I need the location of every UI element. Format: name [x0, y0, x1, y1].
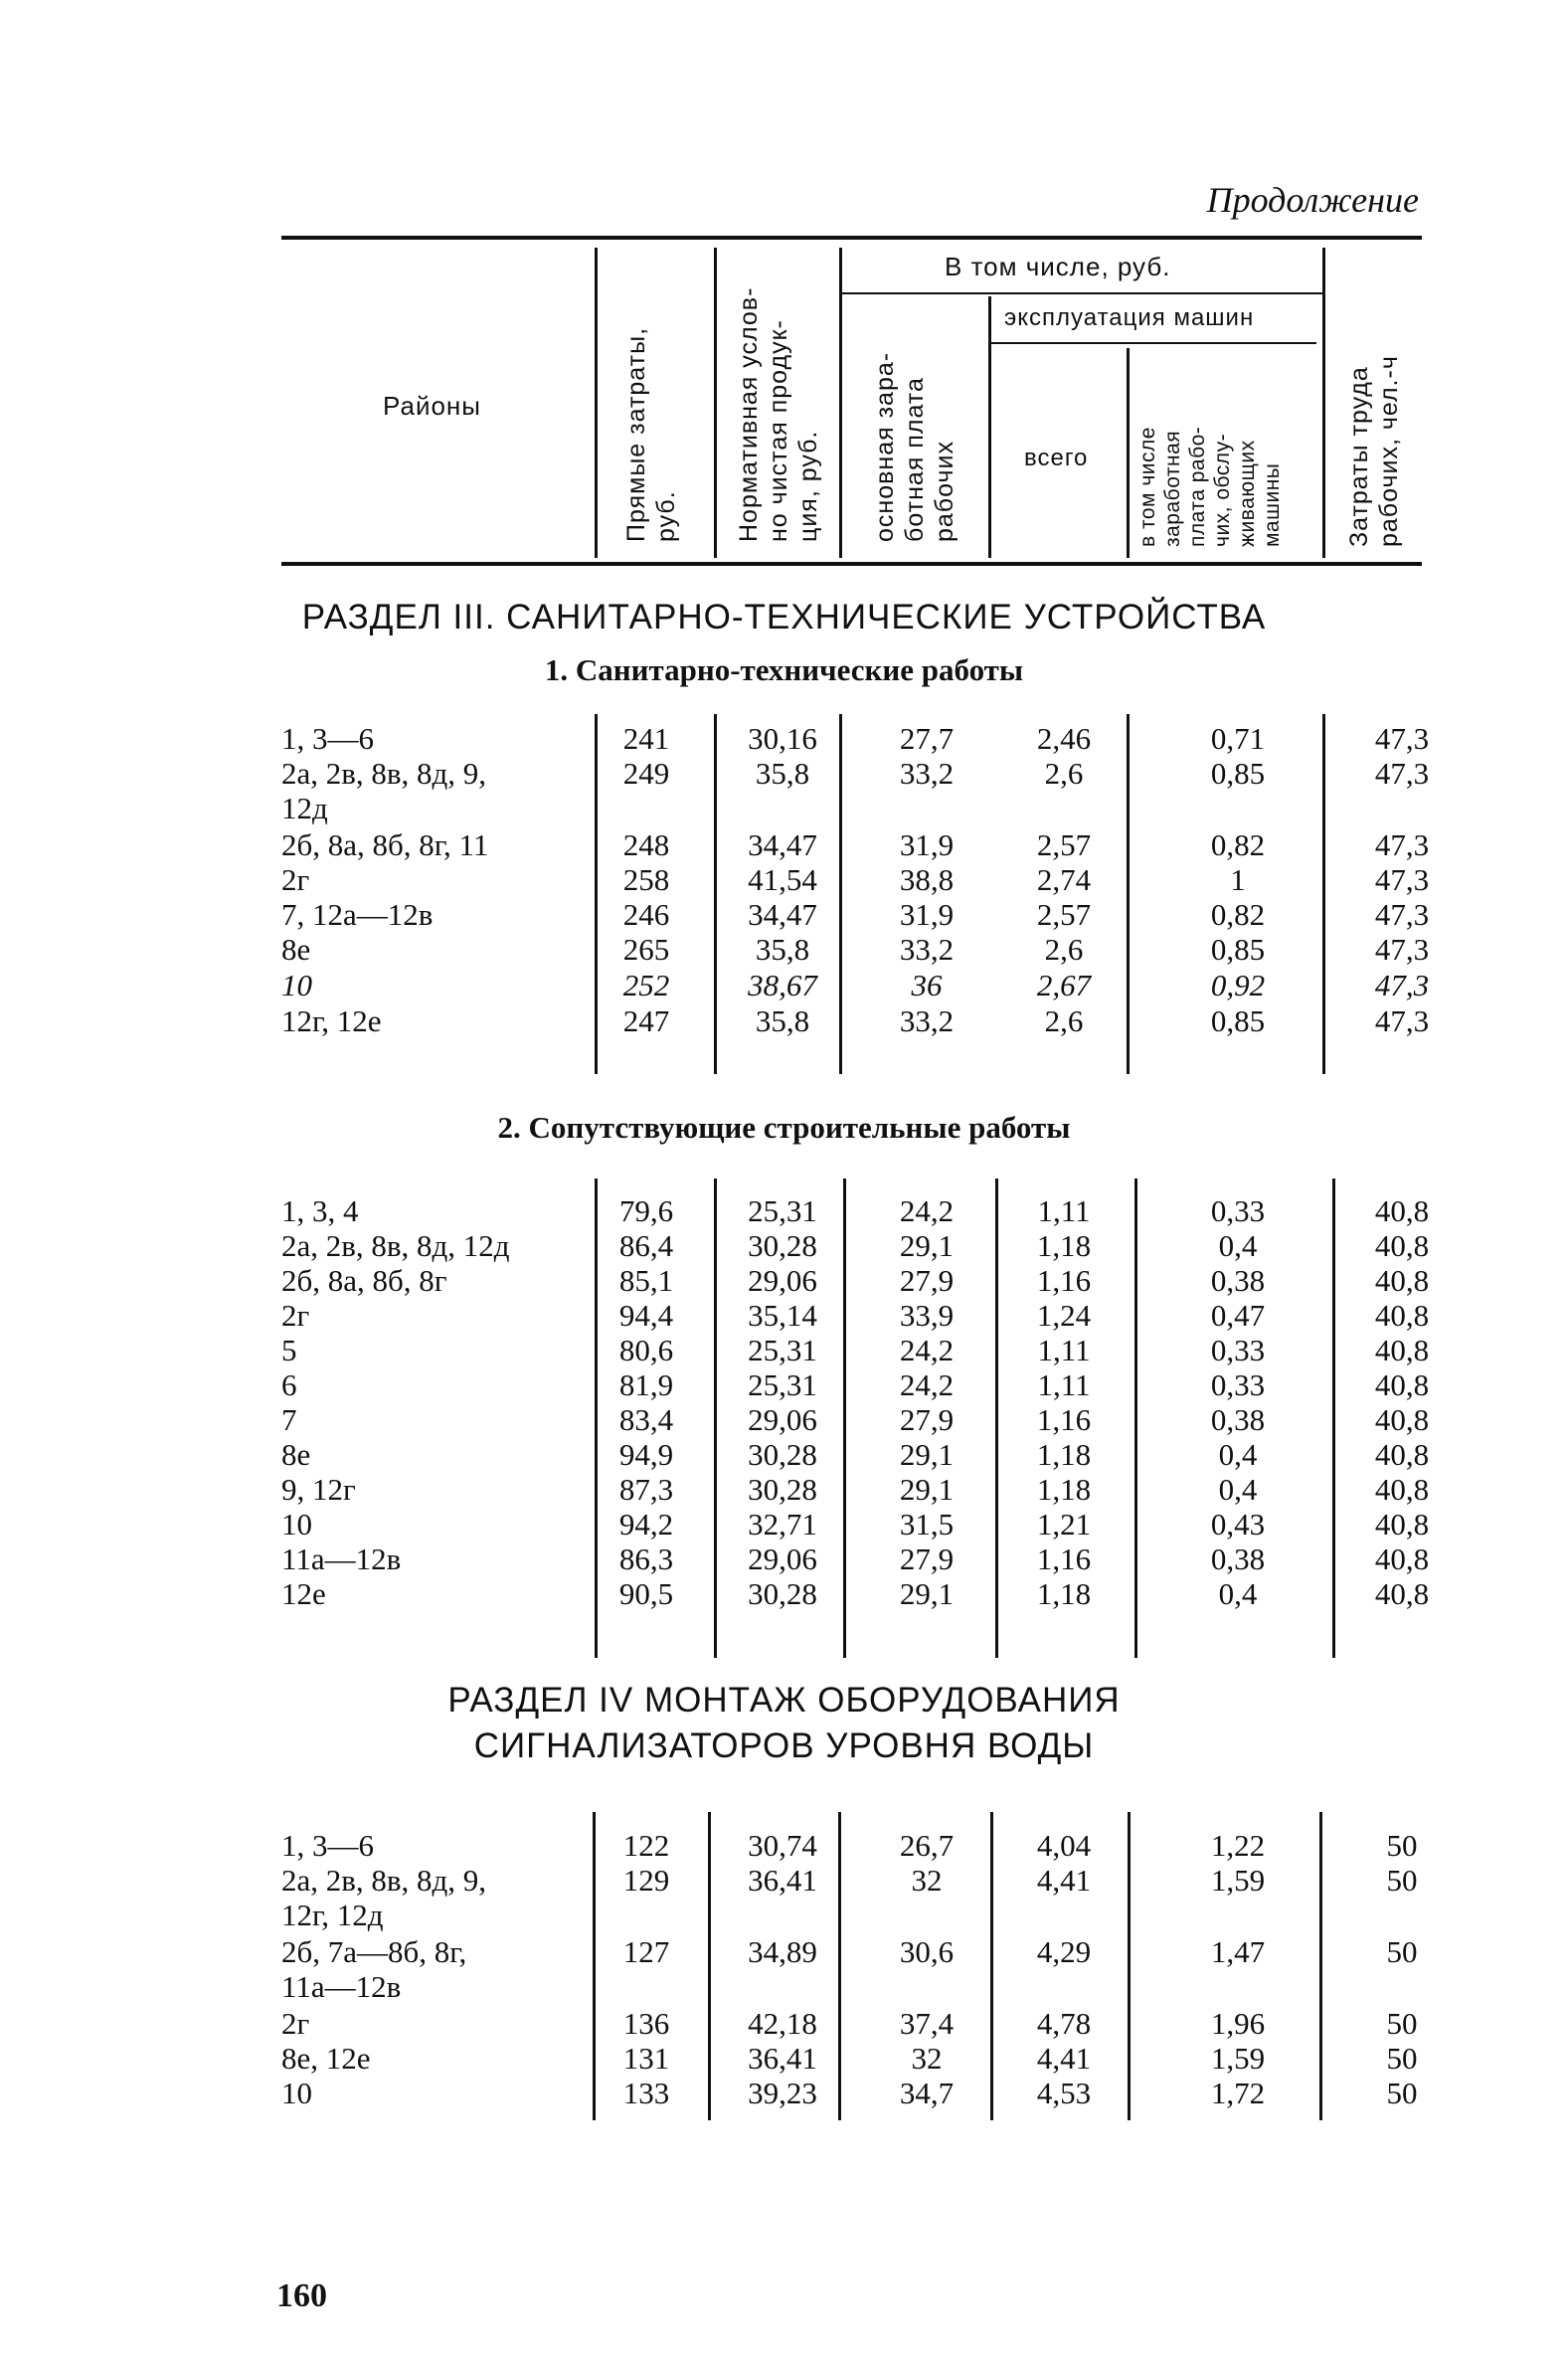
- header-top-rule: [281, 236, 1422, 240]
- table-row: 6 81,9 25,31 24,2 1,11 0,33 40,8: [281, 1367, 1430, 1402]
- table-row: 2а, 2в, 8в, 8д, 9, 129 36,41 32 4,41 1,59 50: [281, 1863, 1418, 1898]
- table-row: 10 252 38,67 36 2,67 0,92 47,3: [281, 968, 1430, 1002]
- table-row: 11а—12в 86,3 29,06 27,9 1,16 0,38 40,8: [281, 1542, 1430, 1576]
- col-header-labor: Затраты труда рабочих, чел.-ч: [1345, 355, 1403, 547]
- table-row: 10 133 39,23 34,7 4,53 1,72 50: [281, 2076, 1418, 2110]
- section4-title: РАЗДЕЛ IV МОНТАЖ ОБОРУДОВАНИЯ СИГНАЛИЗАТОРОВ УРОВНЯ ВОДЫ: [447, 1681, 1121, 1765]
- table-row: 8е 265 35,8 33,2 2,6 0,85 47,3: [281, 932, 1430, 967]
- col-header-districts: Районы: [383, 391, 481, 421]
- header-col-divider: [714, 248, 717, 558]
- table-row: 2б, 8а, 8б, 8г, 11 248 34,47 31,9 2,57 0,82 47,3: [281, 827, 1430, 862]
- table-row: 2г 94,4 35,14 33,9 1,24 0,47 40,8: [281, 1298, 1430, 1333]
- machine-group-rule: [988, 342, 1316, 344]
- header-col-divider: [1322, 248, 1325, 558]
- col-header-normative-product: Нормативная услов- но чистая продук- ция, руб.: [735, 286, 822, 542]
- header-col-divider: [595, 248, 598, 558]
- table-row: 9, 12г 87,3 30,28 29,1 1,18 0,4 40,8: [281, 1472, 1430, 1507]
- table-row: 2б, 8а, 8б, 8г 85,1 29,06 27,9 1,16 0,38 40,8: [281, 1263, 1430, 1298]
- table-row: 7 83,4 29,06 27,9 1,16 0,38 40,8: [281, 1402, 1430, 1437]
- header-col-divider: [1127, 348, 1130, 558]
- section3-sub1: 1. Санитарно-технические работы: [544, 652, 1024, 687]
- section3-title: РАЗДЕЛ III. САНИТАРНО-ТЕХНИЧЕСКИЕ УСТРОЙСТВА: [301, 598, 1267, 636]
- incl-group-rule: [841, 292, 1322, 294]
- table-row: 10 94,2 32,71 31,5 1,21 0,43 40,8: [281, 1507, 1430, 1542]
- page-number: 160: [276, 2277, 327, 2314]
- col-header-direct-costs: Прямые затраты, руб.: [622, 326, 680, 542]
- table-row: 2г 136 42,18 37,4 4,78 1,96 50: [281, 2006, 1418, 2041]
- table-row: 1, 3—6 241 30,16 27,7 2,46 0,71 47,3: [281, 721, 1430, 756]
- section3-sub2: 2. Сопутствующие строительные работы: [497, 1110, 1071, 1145]
- col-header-machine-group: эксплуатация машин: [1004, 304, 1255, 331]
- table-row: 2а, 2в, 8в, 8д, 9, 249 35,8 33,2 2,6 0,85 47,3: [281, 756, 1430, 791]
- table-row: 2а, 2в, 8в, 8д, 12д 86,4 30,28 29,1 1,18 0,4 40,8: [281, 1228, 1430, 1263]
- col-header-basic-wage: основная зара- ботная плата рабочих: [871, 351, 958, 542]
- table-row: 12е 90,5 30,28 29,1 1,18 0,4 40,8: [281, 1576, 1430, 1611]
- col-header-machine-wage: в том числе заработная плата рабо- чих, обслу- живающих машины: [1136, 426, 1284, 547]
- col-header-incl-group: В том числе, руб.: [945, 252, 1171, 281]
- table-row: 7, 12а—12в 246 34,47 31,9 2,57 0,82 47,3: [281, 897, 1430, 932]
- table-row: 12г, 12е 247 35,8 33,2 2,6 0,85 47,3: [281, 1003, 1430, 1038]
- table-row: 1, 3, 4 79,6 25,31 24,2 1,11 0,33 40,8: [281, 1193, 1430, 1228]
- continuation-label: Продолжение: [1206, 180, 1419, 220]
- col-header-machine-total: всего: [1024, 445, 1089, 471]
- table-row: 2б, 7а—8б, 8г, 127 34,89 30,6 4,29 1,47 50: [281, 1934, 1418, 1969]
- header-col-divider: [839, 248, 842, 558]
- table-row: 1, 3—6 122 30,74 26,7 4,04 1,22 50: [281, 1828, 1418, 1863]
- header-col-divider: [988, 296, 991, 558]
- table-row: 8е, 12е 131 36,41 32 4,41 1,59 50: [281, 2041, 1418, 2076]
- table-row-continuation: 12г, 12д: [281, 1898, 384, 1932]
- table-row-continuation: 11а—12в: [281, 1969, 402, 2004]
- table-row: 2г 258 41,54 38,8 2,74 1 47,3: [281, 862, 1430, 897]
- header-bottom-rule: [281, 562, 1422, 566]
- table-row-continuation: 12д: [281, 791, 328, 825]
- table-row: 5 80,6 25,31 24,2 1,11 0,33 40,8: [281, 1333, 1430, 1367]
- table-row: 8е 94,9 30,28 29,1 1,18 0,4 40,8: [281, 1437, 1430, 1472]
